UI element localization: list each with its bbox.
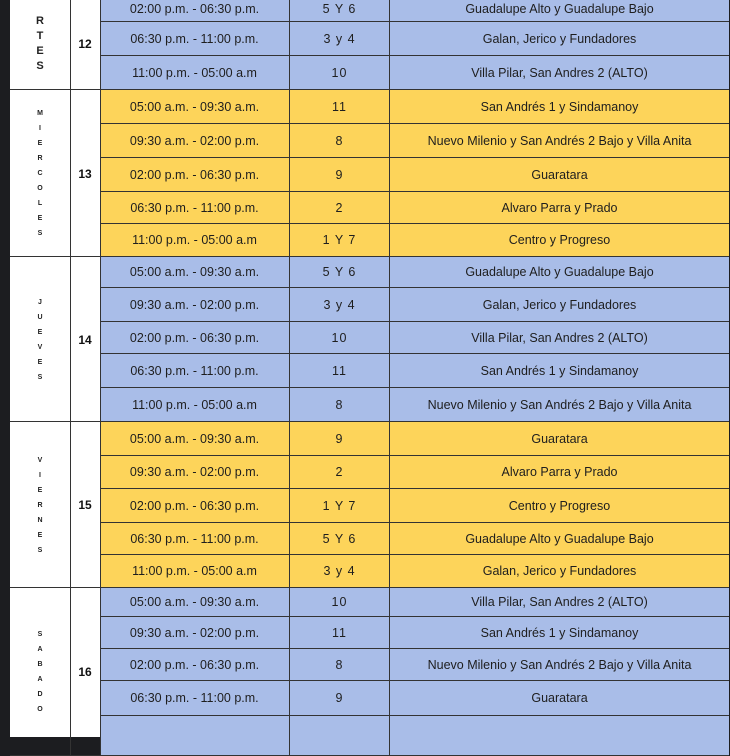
time-cell: 06:30 p.m. - 11:00 p.m. [100,22,290,56]
day-name-14: J U E V E S [37,298,43,381]
sector-cell: 5 Y 6 [290,257,390,288]
table-row [100,322,729,354]
table-row [100,354,729,388]
sector-cell: 11 [290,354,390,388]
barrio-cell: San Andrés 1 y Sindamanoy [390,617,729,649]
time-cell: 06:30 p.m. - 11:00 p.m. [100,192,290,224]
table-row [100,388,729,422]
day-number-16: 16 [78,665,92,679]
sector-cell: 3 y 4 [290,555,390,588]
day-number-12: 12 [78,36,92,51]
day-name-13: M I E R C O L E S [37,110,43,237]
sector-cell: 1 Y 7 [290,489,390,523]
sector-cell: 3 y 4 [290,288,390,322]
barrio-cell: San Andrés 1 y Sindamanoy [390,354,729,388]
time-cell: 02:00 p.m. - 06:30 p.m. [100,489,290,523]
table-row [100,489,729,523]
table-row [100,681,729,716]
barrio-cell: Villa Pilar, San Andres 2 (ALTO) [390,56,729,90]
barrio-cell: Villa Pilar, San Andres 2 (ALTO) [390,322,729,354]
barrio-cell [390,716,729,756]
day-name-12: R T E S [36,14,44,72]
table-row [100,56,729,90]
column-divider [100,0,101,756]
time-cell: 06:30 p.m. - 11:00 p.m. [100,681,290,716]
barrio-cell: San Andrés 1 y Sindamanoy [390,90,729,124]
table-row [100,649,729,681]
sector-cell: 5 Y 6 [290,523,390,555]
barrio-cell: Guadalupe Alto y Guadalupe Bajo [390,257,729,288]
sector-cell: 3 y 4 [290,22,390,56]
time-cell: 09:30 a.m. - 02:00 p.m. [100,456,290,489]
day-number-14: 14 [78,332,92,347]
sector-cell: 10 [290,588,390,617]
barrio-cell: Nuevo Milenio y San Andrés 2 Bajo y Villa Anita [390,124,729,158]
barrio-cell: Guaratara [390,422,729,456]
barrio-cell: Galan, Jerico y Fundadores [390,555,729,588]
barrio-cell: Nuevo Milenio y San Andrés 2 Bajo y Villa Anita [390,388,729,422]
table-row [100,22,729,56]
barrio-cell: Guaratara [390,158,729,192]
sector-cell: 1 Y 7 [290,224,390,257]
table-row [100,456,729,489]
time-cell: 11:00 p.m. - 05:00 a.m [100,388,290,422]
time-cell: 05:00 a.m. - 09:30 a.m. [100,588,290,617]
time-cell: 02:00 p.m. - 06:30 p.m. [100,322,290,354]
table-row [100,716,729,756]
barrio-cell: Alvaro Parra y Prado [390,456,729,489]
time-cell: 05:00 a.m. - 09:30 a.m. [100,257,290,288]
sector-cell: 9 [290,681,390,716]
barrio-cell: Guadalupe Alto y Guadalupe Bajo [390,0,729,22]
day-name-16: S A B A D O [37,631,43,713]
sector-cell: 8 [290,649,390,681]
sector-cell: 11 [290,90,390,124]
barrio-cell: Galan, Jerico y Fundadores [390,288,729,322]
table-row [100,257,729,288]
time-cell: 11:00 p.m. - 05:00 a.m [100,56,290,90]
time-cell: 05:00 a.m. - 09:30 a.m. [100,422,290,456]
barrio-cell: Villa Pilar, San Andres 2 (ALTO) [390,588,729,617]
time-cell: 11:00 p.m. - 05:00 a.m [100,224,290,257]
sector-cell: 9 [290,158,390,192]
day-number-13: 13 [78,166,92,181]
table-row [100,523,729,555]
table-row [100,90,729,124]
table-row [100,158,729,192]
sector-cell: 10 [290,322,390,354]
table-row [100,555,729,588]
sector-cell: 2 [290,456,390,489]
sector-cell: 10 [290,56,390,90]
time-cell: 02:00 p.m. - 06:30 p.m. [100,0,290,22]
table-row [100,422,729,456]
barrio-cell: Alvaro Parra y Prado [390,192,729,224]
table-row [100,224,729,257]
sector-cell: 8 [290,388,390,422]
time-cell: 11:00 p.m. - 05:00 a.m [100,555,290,588]
barrio-cell: Guadalupe Alto y Guadalupe Bajo [390,523,729,555]
table-row [100,588,729,617]
barrio-cell: Centro y Progreso [390,224,729,257]
table-row [100,192,729,224]
table-row [100,288,729,322]
time-cell: 09:30 a.m. - 02:00 p.m. [100,617,290,649]
table-row [100,124,729,158]
sector-cell: 5 Y 6 [290,0,390,22]
sector-cell [290,716,390,756]
column-divider [70,0,71,756]
day-number-15: 15 [78,498,92,512]
barrio-cell: Nuevo Milenio y San Andrés 2 Bajo y Villa Anita [390,649,729,681]
schedule-table [10,0,729,737]
barrio-cell: Guaratara [390,681,729,716]
time-cell: 06:30 p.m. - 11:00 p.m. [100,354,290,388]
time-cell: 06:30 p.m. - 11:00 p.m. [100,523,290,555]
time-cell: 02:00 p.m. - 06:30 p.m. [100,158,290,192]
time-cell: 09:30 a.m. - 02:00 p.m. [100,288,290,322]
time-cell: 02:00 p.m. - 06:30 p.m. [100,649,290,681]
time-cell: 05:00 a.m. - 09:30 a.m. [100,90,290,124]
barrio-cell: Centro y Progreso [390,489,729,523]
sector-cell: 8 [290,124,390,158]
day-name-15: V I E R N E S [37,456,43,554]
sector-cell: 11 [290,617,390,649]
time-cell: 09:30 a.m. - 02:00 p.m. [100,124,290,158]
barrio-cell: Galan, Jerico y Fundadores [390,22,729,56]
time-cell [100,716,290,756]
sector-cell: 9 [290,422,390,456]
table-row [100,617,729,649]
sector-cell: 2 [290,192,390,224]
table-row [100,0,729,22]
